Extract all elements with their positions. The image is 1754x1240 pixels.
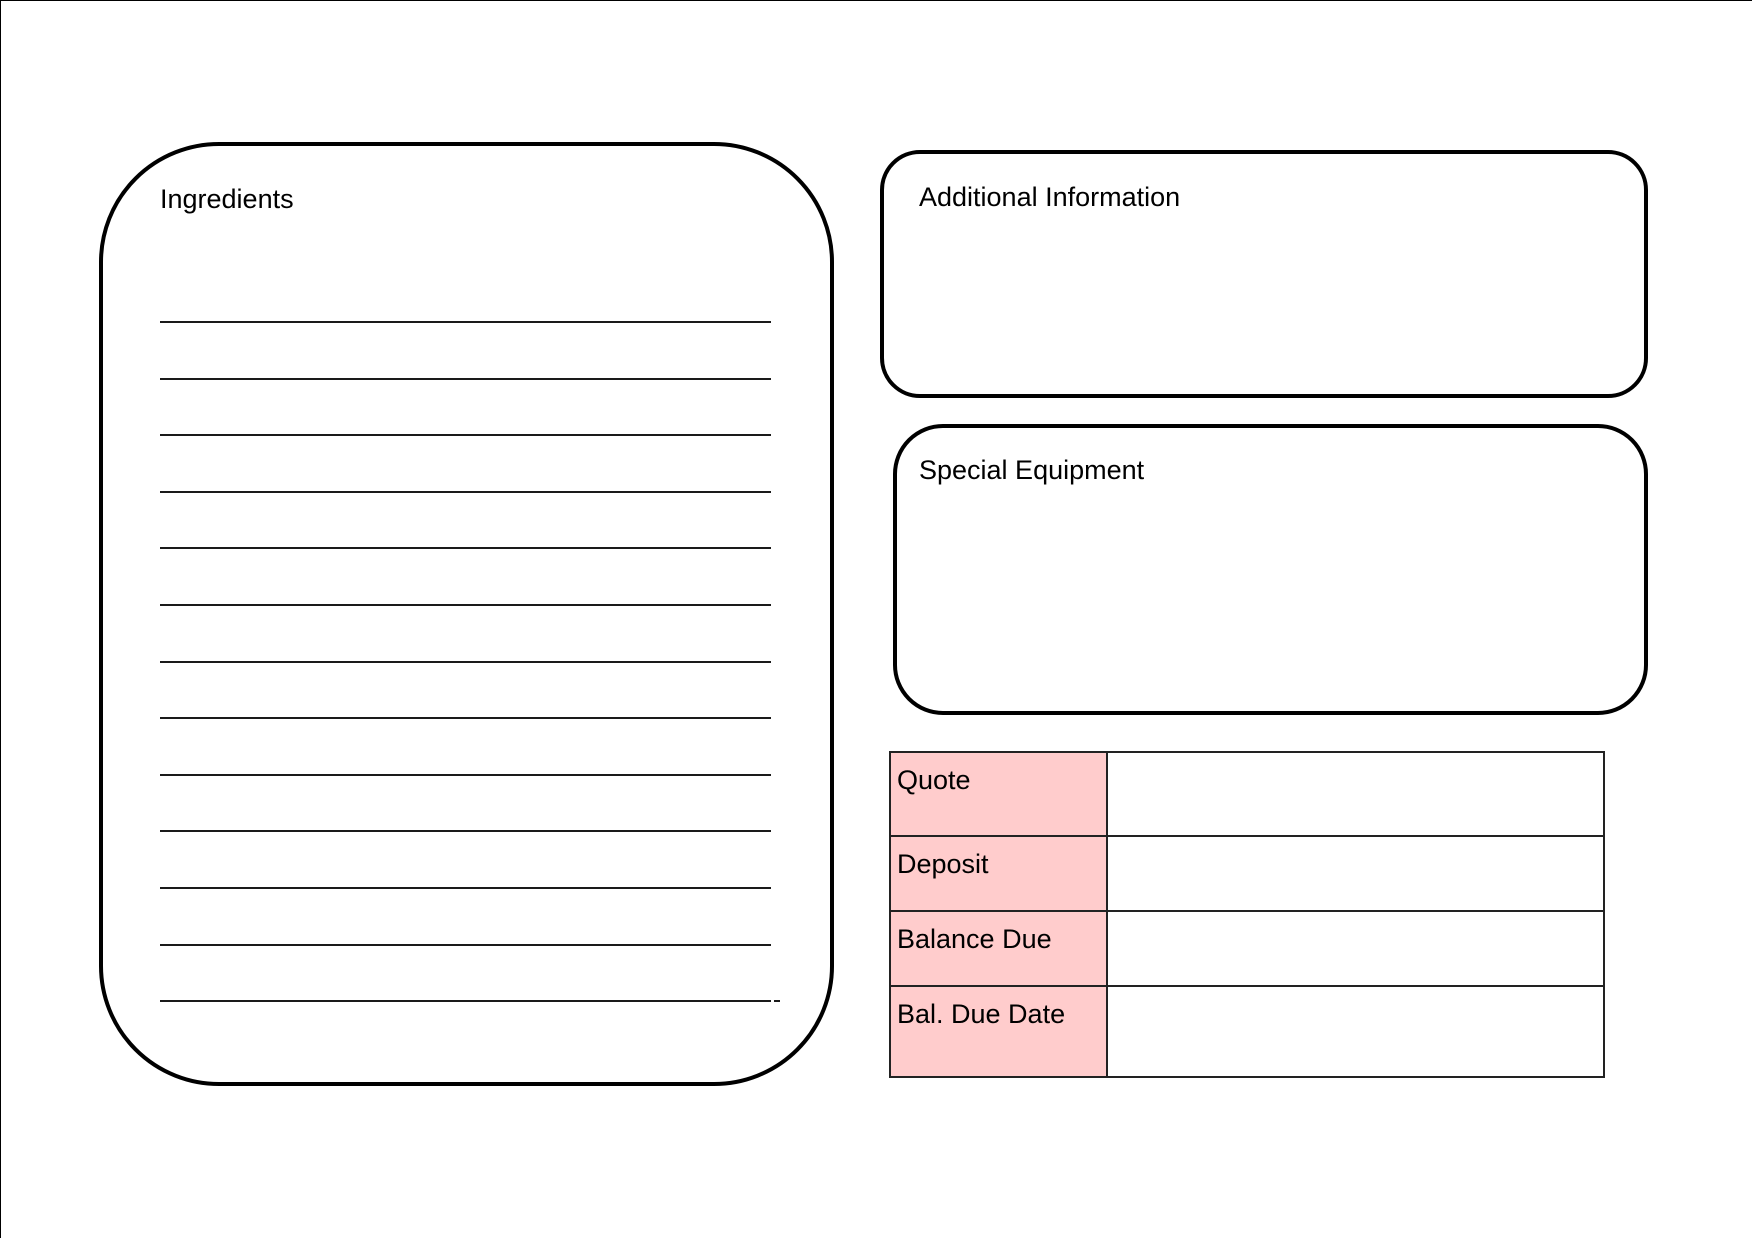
bal-due-date-value-cell[interactable] [1107,986,1604,1077]
payment-row-deposit [890,836,1604,911]
balance-due-label: Balance Due [890,911,1107,986]
quote-value-cell[interactable] [1107,752,1604,836]
payment-table [889,751,1605,1078]
balance-due-value-cell[interactable] [1107,911,1604,986]
ingredient-line[interactable] [160,1000,771,1002]
ingredient-line[interactable] [160,717,771,719]
payment-row-balance-due [890,911,1604,986]
ingredient-line[interactable] [160,378,771,380]
quote-label: Quote [890,752,1107,836]
ingredient-line[interactable] [160,661,771,663]
ingredient-line[interactable] [160,604,771,606]
ingredient-line[interactable] [160,491,771,493]
ingredient-line[interactable] [160,321,771,323]
bal-due-date-label: Bal. Due Date [890,986,1107,1077]
additional-info-card[interactable] [880,150,1648,398]
ingredient-line[interactable] [160,774,771,776]
ingredients-card [99,142,834,1086]
ingredient-line[interactable] [160,944,771,946]
payment-row-quote [890,752,1604,836]
ingredient-line[interactable] [160,887,771,889]
payment-row-bal-due-date [890,986,1604,1077]
ingredient-line[interactable] [160,547,771,549]
ingredient-lines [160,321,771,1057]
ingredient-line[interactable] [160,830,771,832]
additional-info-title: Additional Information [919,182,1181,212]
ingredients-title: Ingredients [160,184,294,214]
deposit-label: Deposit [890,836,1107,911]
deposit-value-cell[interactable] [1107,836,1604,911]
special-equipment-card[interactable] [893,424,1648,715]
ingredient-line[interactable] [160,434,771,436]
special-equipment-title: Special Equipment [919,455,1145,485]
